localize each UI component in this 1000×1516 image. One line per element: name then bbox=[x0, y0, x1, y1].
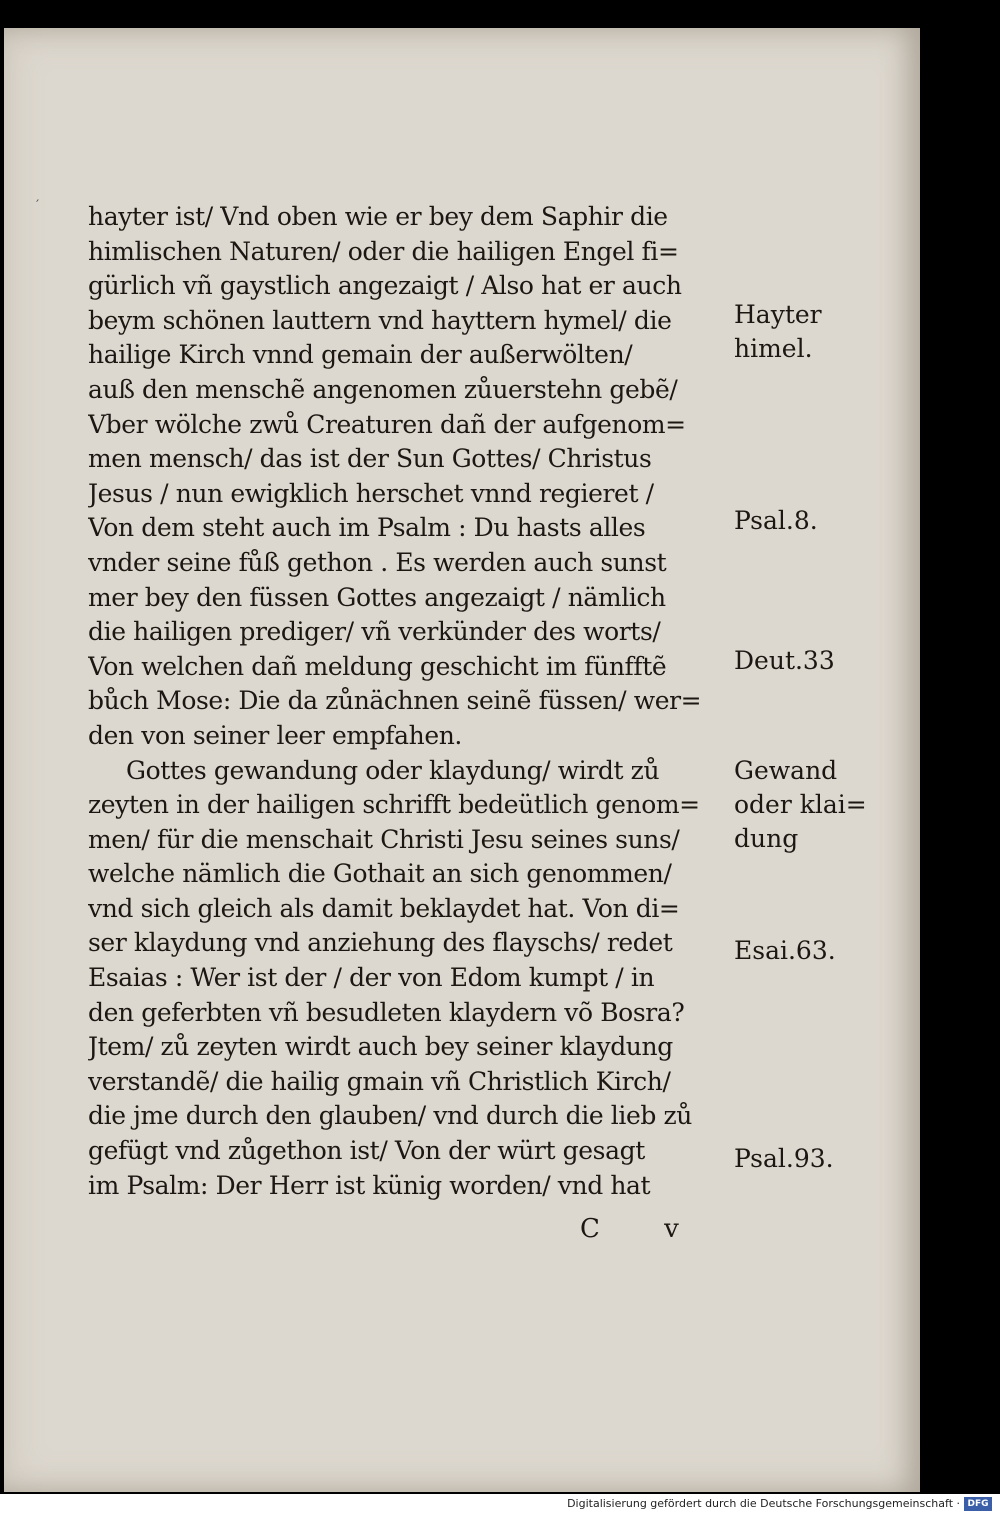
text-line: gefügt vnd zůgethon ist/ Von der würt gesagt bbox=[88, 1136, 645, 1166]
text-line: Gottes gewandung oder klaydung/ wirdt zů bbox=[126, 755, 660, 785]
footer-bar bbox=[0, 1494, 1000, 1516]
signature-mark: C v bbox=[580, 1214, 707, 1244]
margin-note: Psal.93. bbox=[734, 1144, 834, 1173]
text-line: beym schönen lauttern vnd hayttern hymel/ die bbox=[88, 305, 672, 335]
text-line: Von welchen dañ meldung geschicht im fünfftẽ bbox=[88, 651, 667, 681]
text-line: gürlich vñ gaystlich angezaigt / Also hat er auch bbox=[88, 271, 682, 301]
text-line: Jtem/ zů zeyten wirdt auch bey seiner klaydung bbox=[88, 1032, 673, 1062]
text-line: den geferbten vñ besudleten klaydern võ Bosra? bbox=[88, 997, 685, 1027]
margin-note: himel. bbox=[734, 334, 813, 363]
text-line: hailige Kirch vnnd gemain der außerwölten/ bbox=[88, 340, 633, 370]
margin-note: Gewand bbox=[734, 756, 838, 785]
text-line: men mensch/ das ist der Sun Gottes/ Christus bbox=[88, 444, 652, 474]
text-line: Jesus / nun ewigklich herschet vnnd regieret / bbox=[88, 478, 654, 508]
margin-note: dung bbox=[734, 824, 799, 853]
text-line: vnder seine fůß gethon . Es werden auch sunst bbox=[88, 547, 667, 577]
text-line: mer bey den füssen Gottes angezaigt / nämlich bbox=[88, 582, 666, 612]
text-line: men/ für die menschait Christi Jesu seines suns/ bbox=[88, 824, 680, 854]
dfg-logo-icon: DFG bbox=[964, 1497, 992, 1511]
pencil-mark: ′ bbox=[36, 198, 40, 214]
text-line: himlischen Naturen/ oder die hailigen Engel fi= bbox=[88, 236, 679, 266]
margin-note: oder klai= bbox=[734, 790, 867, 819]
text-line: hayter ist/ Vnd oben wie er bey dem Saphir die bbox=[88, 202, 668, 231]
text-line: die hailigen prediger/ vñ verkünder des worts/ bbox=[88, 617, 661, 647]
margin-note: Deut.33 bbox=[734, 646, 835, 675]
text-line: ser klaydung vnd anziehung des flayschs/ redet bbox=[88, 928, 673, 958]
text-line: verstandẽ/ die hailig gmain vñ Christlich Kirch/ bbox=[88, 1066, 671, 1096]
margin-note: Hayter bbox=[734, 300, 822, 329]
margin-note: Psal.8. bbox=[734, 506, 818, 535]
margin-note: Esai.63. bbox=[734, 936, 836, 965]
text-line: auß den menschẽ angenomen zůuerstehn gebẽ/ bbox=[88, 374, 678, 404]
text-line: Vber wölche zwů Creaturen dañ der aufgenom= bbox=[88, 409, 686, 439]
text-line: welche nämlich die Gothait an sich genommen/ bbox=[88, 859, 672, 889]
text-line: Von dem steht auch im Psalm : Du hasts alles bbox=[88, 513, 646, 543]
text-line: vnd sich gleich als damit beklaydet hat. Von di= bbox=[88, 893, 680, 923]
text-line: bůch Mose: Die da zůnächnen seinẽ füssen/ wer= bbox=[88, 686, 702, 716]
main-text bbox=[88, 200, 728, 1203]
book-page bbox=[4, 28, 920, 1492]
text-line: zeyten in der hailigen schrifft bedeütlich genom= bbox=[88, 790, 700, 820]
text-line: die jme durch den glauben/ vnd durch die lieb zů bbox=[88, 1101, 692, 1131]
text-line: den von seiner leer empfahen. bbox=[88, 720, 462, 750]
funding-note: Digitalisierung gefördert durch die Deutsche Forschungsgemeinschaft · bbox=[567, 1497, 960, 1510]
text-line: im Psalm: Der Herr ist künig worden/ vnd hat bbox=[88, 1170, 651, 1200]
text-line: Esaias : Wer ist der / der von Edom kumpt / in bbox=[88, 963, 655, 993]
